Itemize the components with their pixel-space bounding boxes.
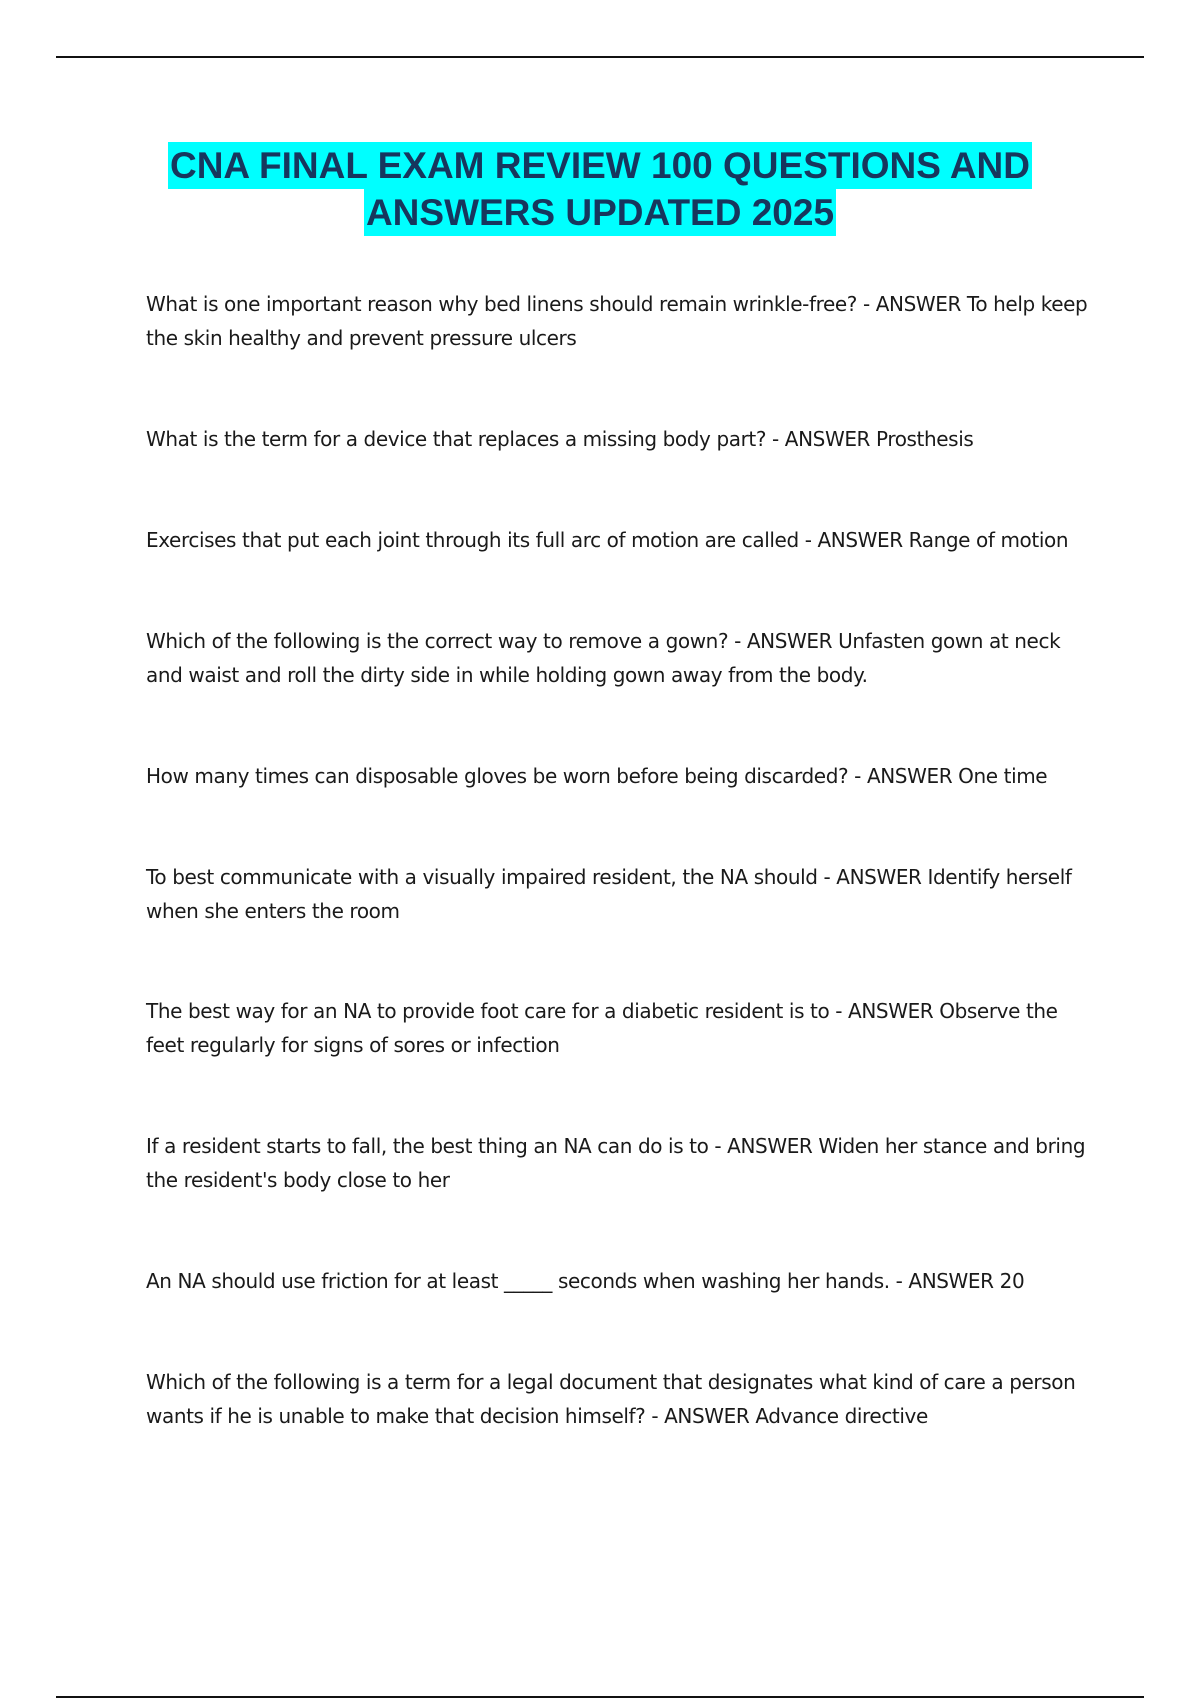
qa-item-6: To best communicate with a visually impaired resident, the NA should - ANSWER Identify herself when she enters the room	[146, 865, 1072, 923]
title-line-2: ANSWERS UPDATED 2025	[364, 189, 836, 236]
qa-item-3: Exercises that put each joint through its full arc of motion are called - ANSWER Range of motion	[146, 528, 1069, 552]
bottom-rule	[56, 1696, 1144, 1698]
qa-item-1: What is one important reason why bed linens should remain wrinkle-free? - ANSWER To help keep the skin healthy and prevent pressure ulcers	[146, 292, 1088, 350]
top-rule	[56, 56, 1144, 58]
qa-item-5: How many times can disposable gloves be worn before being discarded? - ANSWER One time	[146, 764, 1048, 788]
document-title	[0, 142, 1200, 236]
title-line-1: CNA FINAL EXAM REVIEW 100 QUESTIONS AND	[168, 142, 1032, 189]
qa-item-8: If a resident starts to fall, the best thing an NA can do is to - ANSWER Widen her stance and bring the resident's body close to her	[146, 1134, 1086, 1192]
qa-item-2: What is the term for a device that replaces a missing body part? - ANSWER Prosthesis	[146, 427, 974, 451]
qa-item-7: The best way for an NA to provide foot care for a diabetic resident is to - ANSWER Observe the feet regularly for signs of sores or infection	[146, 999, 1058, 1057]
qa-item-9: An NA should use friction for at least _____ seconds when washing her hands. - ANSWER 20	[146, 1269, 1025, 1293]
qa-item-10: Which of the following is a term for a legal document that designates what kind of care a person wants if he is unable to make that decision himself? - ANSWER Advance directive	[146, 1370, 1076, 1428]
qa-item-4: Which of the following is the correct way to remove a gown? - ANSWER Unfasten gown at neck and waist and roll the dirty side in while holding gown away from the body.	[146, 629, 1061, 687]
